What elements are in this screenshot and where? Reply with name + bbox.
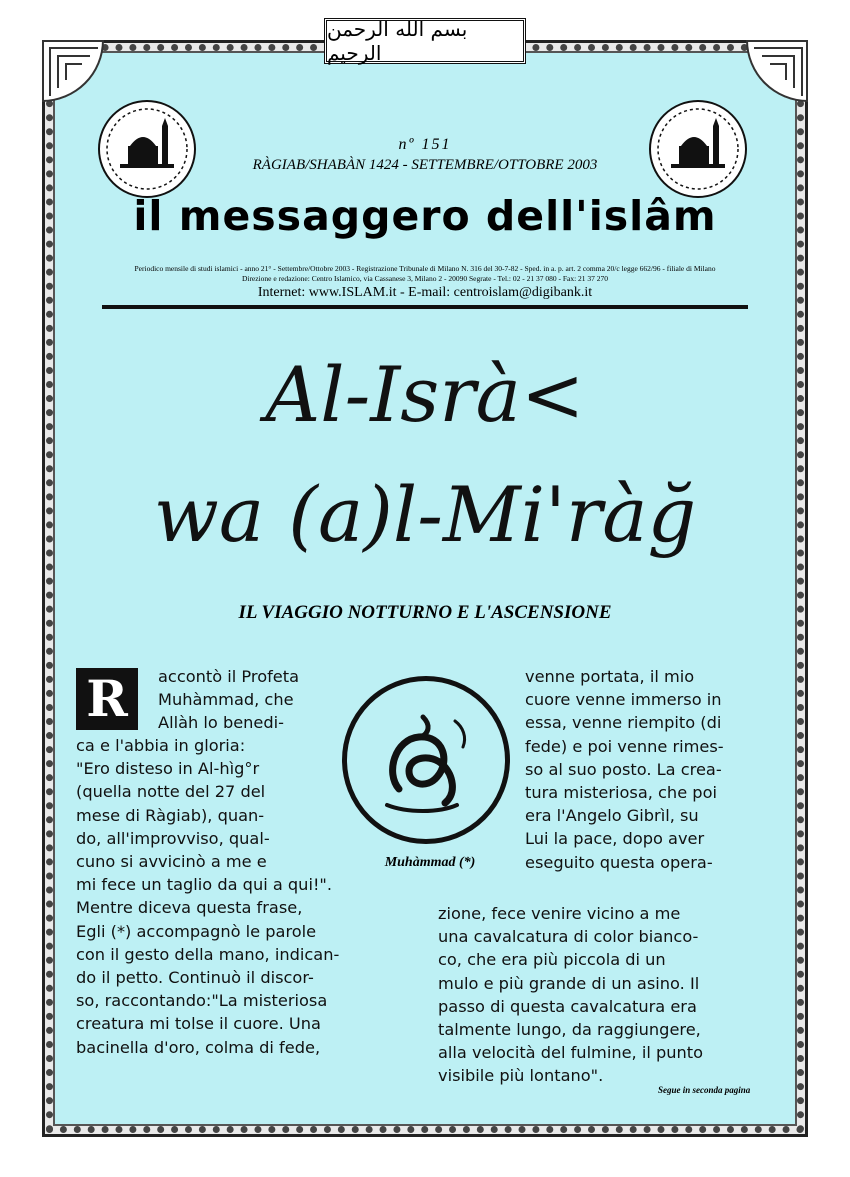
text-line: creatura mi tolse il cuore. Una — [76, 1014, 321, 1034]
text-line: "Ero disteso in Al-hìg°r — [76, 759, 260, 779]
text-line: era l'Angelo Gibrìl, su — [525, 806, 699, 826]
text-line: ca e l'abbia in gloria: — [76, 736, 246, 755]
text-line: Allàh lo benedi- — [158, 713, 285, 733]
masthead-title: il messaggero dell'islâm — [133, 192, 717, 240]
text-line: Mentre diceva questa frase, — [76, 898, 303, 918]
text-line: co, che era più piccola di un — [438, 950, 666, 970]
text-line: do, all'improvviso, qual- — [76, 828, 270, 848]
text-line: con il gesto della mano, indican- — [76, 944, 340, 964]
text-line: mulo e più grande di un asino. Il — [438, 973, 700, 993]
header-divider — [102, 305, 748, 309]
corner-ornament-left — [42, 40, 104, 102]
text-line: Lui la pace, dopo aver — [525, 829, 705, 849]
contact-line: Internet: www.ISLAM.it - E-mail: centroislam@digibank.it — [257, 285, 593, 300]
article-subtitle: IL VIAGGIO NOTTURNO E L'ASCENSIONE — [238, 602, 612, 623]
issue-number: nº 151 — [398, 136, 452, 153]
article-title-line-2: wa (a)l-Mi'ràğ — [153, 470, 697, 559]
muhammad-calligraphy-medallion — [342, 676, 510, 844]
issue-date: RÀGIAB/SHABÀN 1424 - SETTEMBRE/OTTOBRE 2003 — [252, 157, 598, 173]
left-column-top — [158, 665, 350, 735]
right-column — [438, 902, 774, 1088]
left-column — [76, 734, 351, 1059]
text-line: essa, venne riempito (di — [525, 713, 722, 733]
text-line: do il petto. Continuò il discor- — [76, 968, 314, 988]
text-line: talmente lungo, da raggiungere, — [438, 1020, 701, 1040]
text-line: passo di questa cavalcatura era — [438, 996, 697, 1016]
text-line: bacinella d'oro, colma di fede, — [76, 1037, 321, 1057]
drop-cap: R — [76, 668, 138, 730]
text-line: una cavalcatura di color bianco- — [438, 927, 699, 947]
continued-note: Segue in seconda pagina — [658, 1085, 751, 1095]
text-line: visibile più lontano". — [438, 1066, 604, 1086]
text-line: zione, fece venire vicino a me — [438, 904, 681, 923]
text-line: mi fece un taglio da qui a qui!". — [76, 875, 333, 895]
text-line: venne portata, il mio — [525, 667, 695, 686]
text-line: accontò il Profeta — [158, 667, 300, 686]
address-fine-print: Direzione e redazione: Centro Islamico, via Cassanese 3, Milano 2 - 20090 Segrate - Tel.: 02 - 21 37 080 - Fax: 21 37 270 — [241, 274, 609, 283]
text-line: Muhàmmad, che — [158, 690, 294, 710]
text-line: mese di Ràgiab), quan- — [76, 805, 265, 825]
text-line: cuno si avvicinò a me e — [76, 852, 267, 872]
text-line: (quella notte del 27 del — [76, 782, 266, 802]
corner-ornament-right — [746, 40, 808, 102]
medallion-caption: Muhàmmad (*) — [384, 855, 476, 870]
article-title-line-1: Al-Isrà< — [265, 350, 585, 439]
text-line: so, raccontando:"La misteriosa — [76, 991, 328, 1011]
text-line: eseguito questa opera- — [525, 852, 713, 872]
text-line: Egli (*) accompagnò le parole — [76, 921, 317, 941]
text-line: fede) e poi venne rimes- — [525, 736, 724, 756]
basmala-calligraphy: بسم الله الرحمن الرحيم — [324, 18, 526, 64]
right-column-top — [525, 665, 773, 874]
text-line: cuore venne immerso in — [525, 690, 722, 710]
registration-fine-print: Periodico mensile di studi islamici - anno 21° - Settembre/Ottobre 2003 - Registrazione Tribunale di Milano N. 316 del 30-7-82 - Sped. in a. p. art. 2 comma 20/c legge 662/96 - filiale di Milano — [134, 264, 716, 273]
text-line: alla velocità del fulmine, il punto — [438, 1043, 704, 1063]
text-line: so al suo posto. La crea- — [525, 759, 722, 779]
text-line: tura misteriosa, che poi — [525, 783, 717, 803]
